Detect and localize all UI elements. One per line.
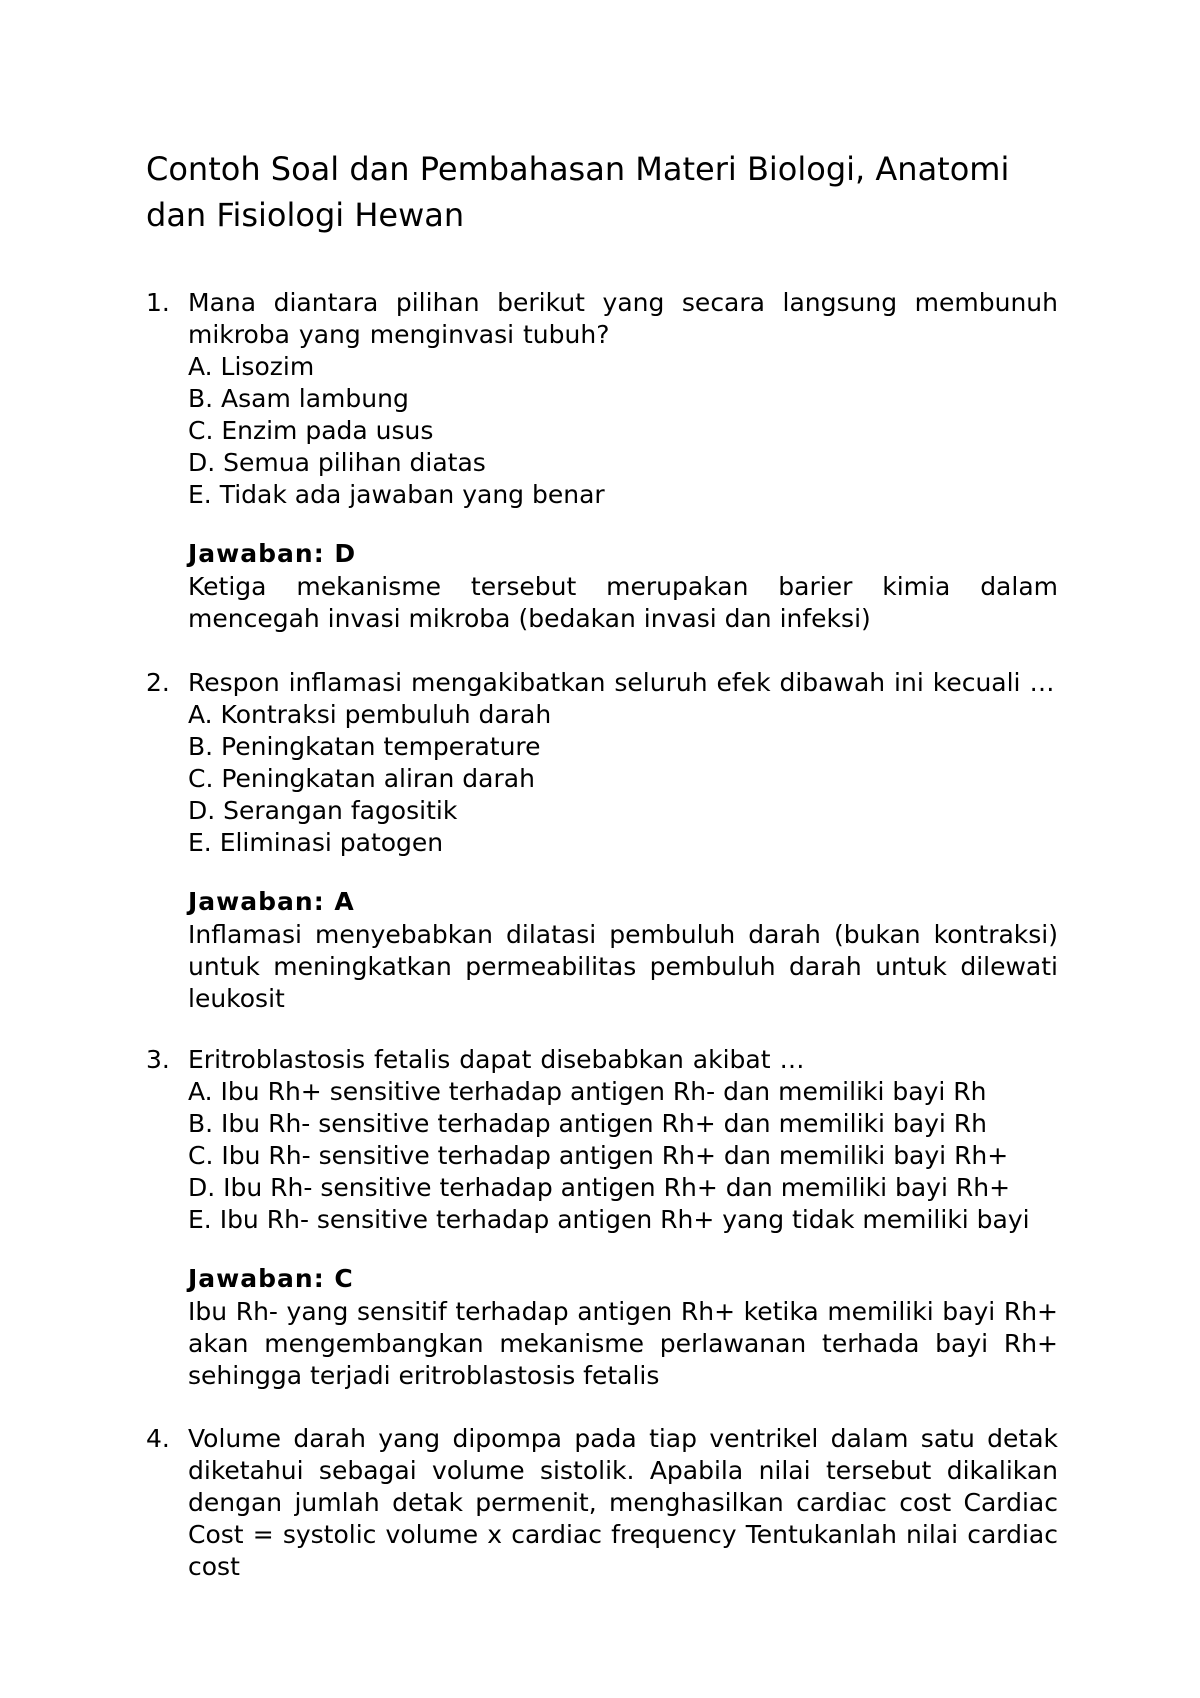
answer-label: Jawaban: A [188, 887, 355, 916]
question-4 [146, 1423, 1058, 1583]
document-title: Contoh Soal dan Pembahasan Materi Biologi, Anatomi dan Fisiologi Hewan [146, 150, 1010, 234]
option-c: C. Ibu Rh- sensitive terhadap antigen Rh+ dan memiliki bayi Rh+ [188, 1141, 1009, 1170]
question-number: 3. [146, 1045, 170, 1074]
question-body [188, 287, 1058, 635]
answer-explanation: Ketiga mekanisme tersebut merupakan barier kimia dalam mencegah invasi mikroba (bedakan invasi dan infeksi) [188, 572, 1058, 633]
option-a: A. Kontraksi pembuluh darah [188, 700, 552, 729]
question-text: Eritroblastosis fetalis dapat disebabkan akibat … [188, 1045, 805, 1074]
option-b: B. Peningkatan temperature [188, 732, 541, 761]
question-text: Respon inflamasi mengakibatkan seluruh efek dibawah ini kecuali … [188, 668, 1055, 697]
option-a: A. Lisozim [188, 352, 315, 381]
option-d: D. Serangan fagositik [188, 796, 458, 825]
option-a: A. Ibu Rh+ sensitive terhadap antigen Rh- dan memiliki bayi Rh [188, 1077, 987, 1106]
question-body [188, 1044, 1058, 1392]
option-d: D. Semua pilihan diatas [188, 448, 486, 477]
question-number: 2. [146, 668, 170, 697]
option-c: C. Peningkatan aliran darah [188, 764, 535, 793]
question-body [188, 1423, 1058, 1583]
question-2 [146, 667, 1058, 1015]
question-body [188, 667, 1058, 1015]
option-e: E. Ibu Rh- sensitive terhadap antigen Rh+ yang tidak memiliki bayi [188, 1205, 1030, 1234]
answer-explanation: Inflamasi menyebabkan dilatasi pembuluh darah (bukan kontraksi) untuk meningkatkan permeabilitas pembuluh darah untuk dilewati leukosit [188, 920, 1058, 1013]
question-number: 1. [146, 288, 170, 317]
option-c: C. Enzim pada usus [188, 416, 434, 445]
question-text: Mana diantara pilihan berikut yang secara langsung membunuh mikroba yang menginvasi tubuh? [188, 288, 1058, 349]
option-e: E. Tidak ada jawaban yang benar [188, 480, 605, 509]
answer-label: Jawaban: C [188, 1264, 354, 1293]
question-1 [146, 287, 1058, 635]
answer-label: Jawaban: D [188, 539, 357, 568]
question-text: Volume darah yang dipompa pada tiap ventrikel dalam satu detak diketahui sebagai volume sistolik. Apabila nilai tersebut dikalikan dengan jumlah detak permenit, menghasilkan cardiac cost Cardiac Cost = systolic volume x cardiac frequency Tentukanlah nilai cardiac cost [188, 1424, 1058, 1581]
option-e: E. Eliminasi patogen [188, 828, 444, 857]
answer-explanation: Ibu Rh- yang sensitif terhadap antigen Rh+ ketika memiliki bayi Rh+ akan mengembangkan mekanisme perlawanan terhada bayi Rh+ sehingga terjadi eritroblastosis fetalis [188, 1297, 1058, 1390]
option-d: D. Ibu Rh- sensitive terhadap antigen Rh+ dan memiliki bayi Rh+ [188, 1173, 1011, 1202]
option-b: B. Ibu Rh- sensitive terhadap antigen Rh+ dan memiliki bayi Rh [188, 1109, 987, 1138]
question-3 [146, 1044, 1058, 1392]
question-number: 4. [146, 1424, 170, 1453]
option-b: B. Asam lambung [188, 384, 409, 413]
